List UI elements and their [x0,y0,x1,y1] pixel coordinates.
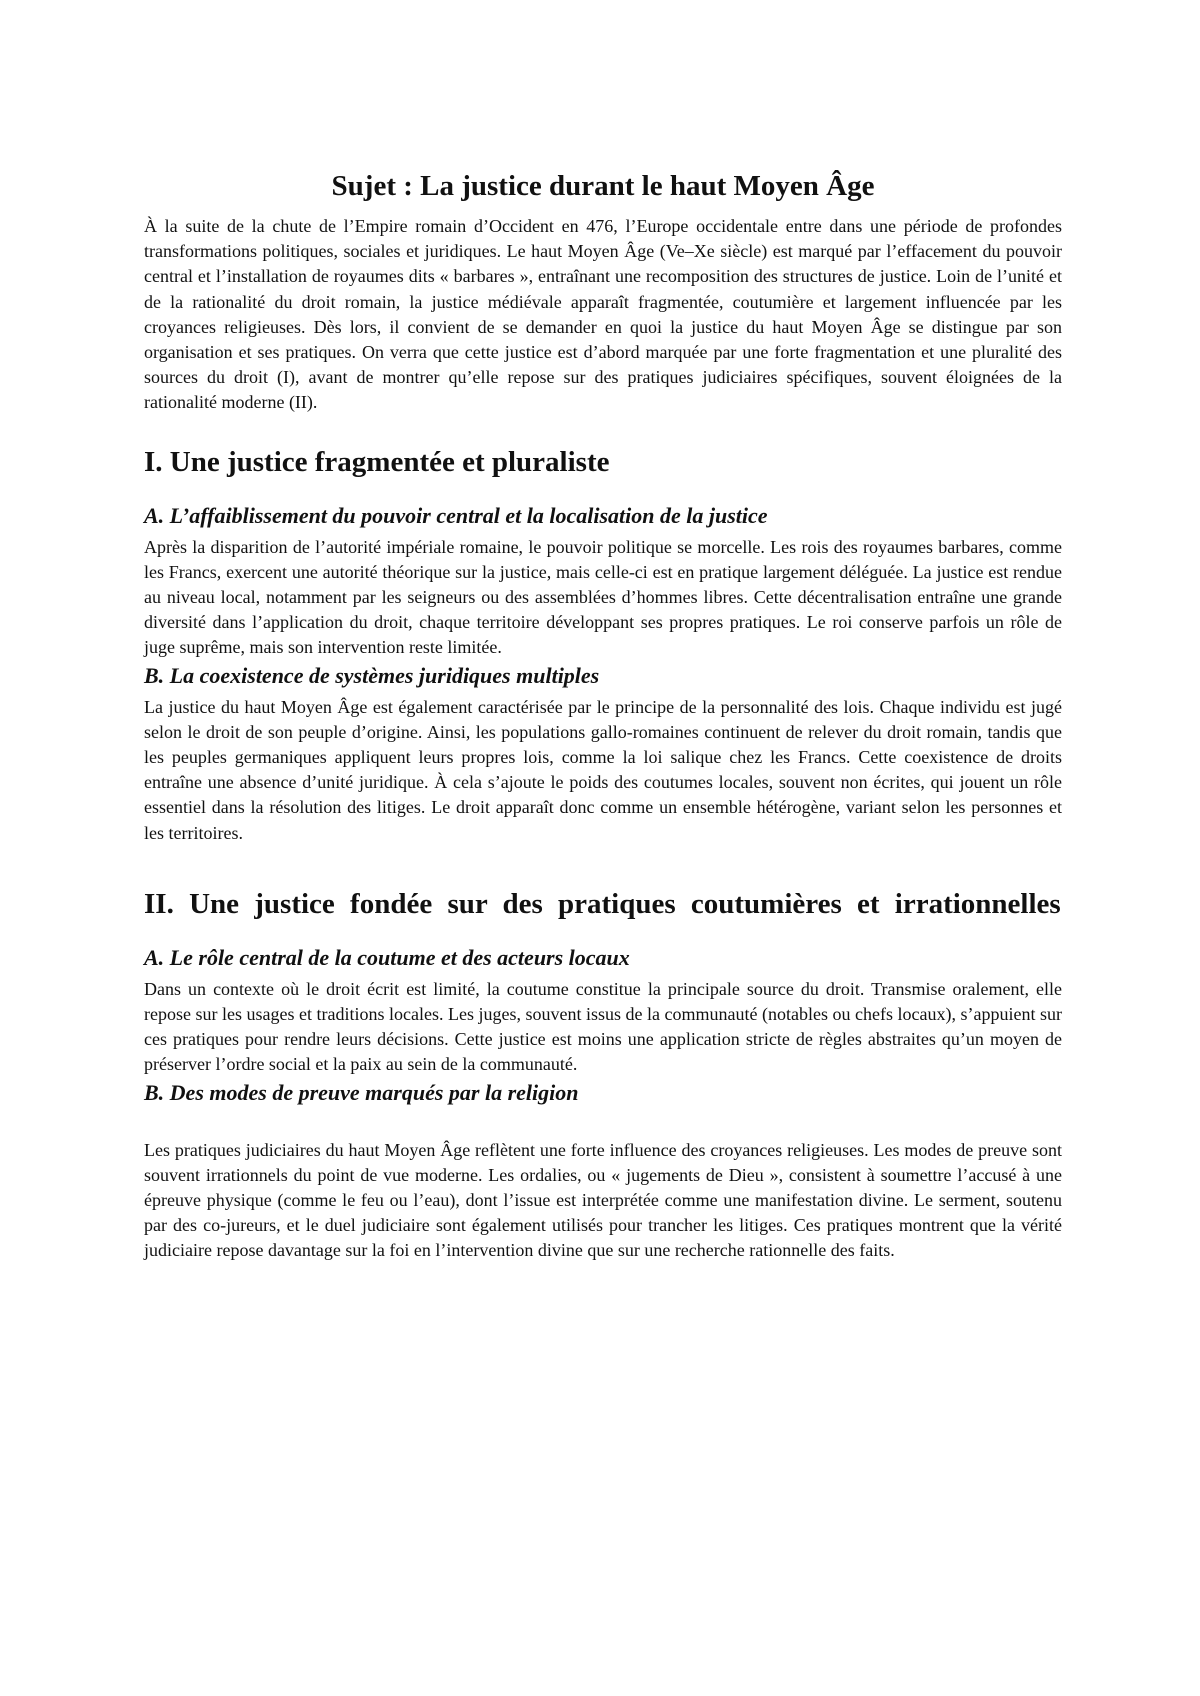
document-title: Sujet : La justice durant le haut Moyen Âge [331,170,875,202]
part-2-section-a-text: Dans un contexte où le droit écrit est limité, la coutume constitue la principale source du droit. Transmise oralement, elle repose sur les usages et traditions locales. Les juges, souvent issus de la communauté (notables ou chefs locaux), s’appuient sur ces pratiques pour rendre leurs décisions. Cette justice est moins une application stricte de règles abstraites qu’un moyen de préserver l’ordre social et la paix au sein de la communauté. [144,978,1062,1075]
part-1-section-a-text: Après la disparition de l’autorité impériale romaine, le pouvoir politique se morcelle. Les rois des royaumes barbares, comme les Francs, exercent une autorité théorique sur la justice, mais celle-ci est en pratique largement déléguée. La justice est rendue au niveau local, notamment par les seigneurs ou des assemblées d’hommes libres. Cette décentralisation entraîne une grande diversité dans l’application du droit, chaque territoire développant ses propres pratiques. Le roi conserve parfois un rôle de juge suprême, mais son intervention reste limitée. [144,536,1062,658]
part-1-heading: I. Une justice fragmentée et pluraliste [144,445,610,478]
document-page [144,168,1062,1264]
part-1-section-b-text: La justice du haut Moyen Âge est également caractérisée par le principe de la personnalité des lois. Chaque individu est jugé selon le droit de son peuple d’origine. Ainsi, les populations gallo-romaines continuent de relever du droit romain, tandis que les peuples germaniques appliquent leurs propres lois, comme la loi salique chez les Francs. Cette coexistence de droits entraîne une absence d’unité juridique. À cela s’ajoute le poids des coutumes locales, souvent non écrites, qui jouent un rôle essentiel dans la résolution des litiges. Le droit apparaît donc comme un ensemble hétérogène, variant selon les personnes et les territoires. [144,696,1062,843]
part-1-section-b-heading: B. La coexistence de systèmes juridiques multiples [144,662,600,688]
introduction-paragraph: À la suite de la chute de l’Empire romain d’Occident en 476, l’Europe occidentale entre dans une période de profondes transformations politiques, sociales et juridiques. Le haut Moyen Âge (Ve–Xe siècle) est marqué par l’effacement du pouvoir central et l’installation de royaumes dits « barbares », entraînant une recomposition des structures de justice. Loin de l’unité et de la rationalité du droit romain, la justice médiévale apparaît fragmentée, coutumière et largement influencée par les croyances religieuses. Dès lors, il convient de se demander en quoi la justice du haut Moyen Âge se distingue par son organisation et ses pratiques. On verra que cette justice est d’abord marquée par une forte fragmentation et une pluralité des sources du droit (I), avant de montrer qu’elle repose sur des pratiques judiciaires spécifiques, souvent éloignées de la rationalité moderne (II). [144,216,1062,413]
part-2-section-a-heading: A. Le rôle central de la coutume et des acteurs locaux [144,944,630,970]
part-1-section-a-heading: A. L’affaiblissement du pouvoir central et la localisation de la justice [144,502,768,528]
part-2-section-b-heading: B. Des modes de preuve marqués par la religion [144,1079,579,1105]
part-2-section-b-text: Les pratiques judiciaires du haut Moyen Âge reflètent une forte influence des croyances religieuses. Les modes de preuve sont souvent irrationnels du point de vue moderne. Les ordalies, ou « jugements de Dieu », consistent à soumettre l’accusé à une épreuve physique (comme le feu ou l’eau), dont l’issue est interprétée comme une manifestation divine. Le serment, soutenu par des co-jureurs, et le duel judiciaire sont également utilisés pour trancher les litiges. Ces pratiques montrent que la vérité judiciaire repose davantage sur la foi en l’intervention divine que sur une recherche rationnelle des faits. [144,1139,1062,1261]
part-2-heading: II. Une justice fondée sur des pratiques coutumières et irrationnelles [144,887,1061,920]
